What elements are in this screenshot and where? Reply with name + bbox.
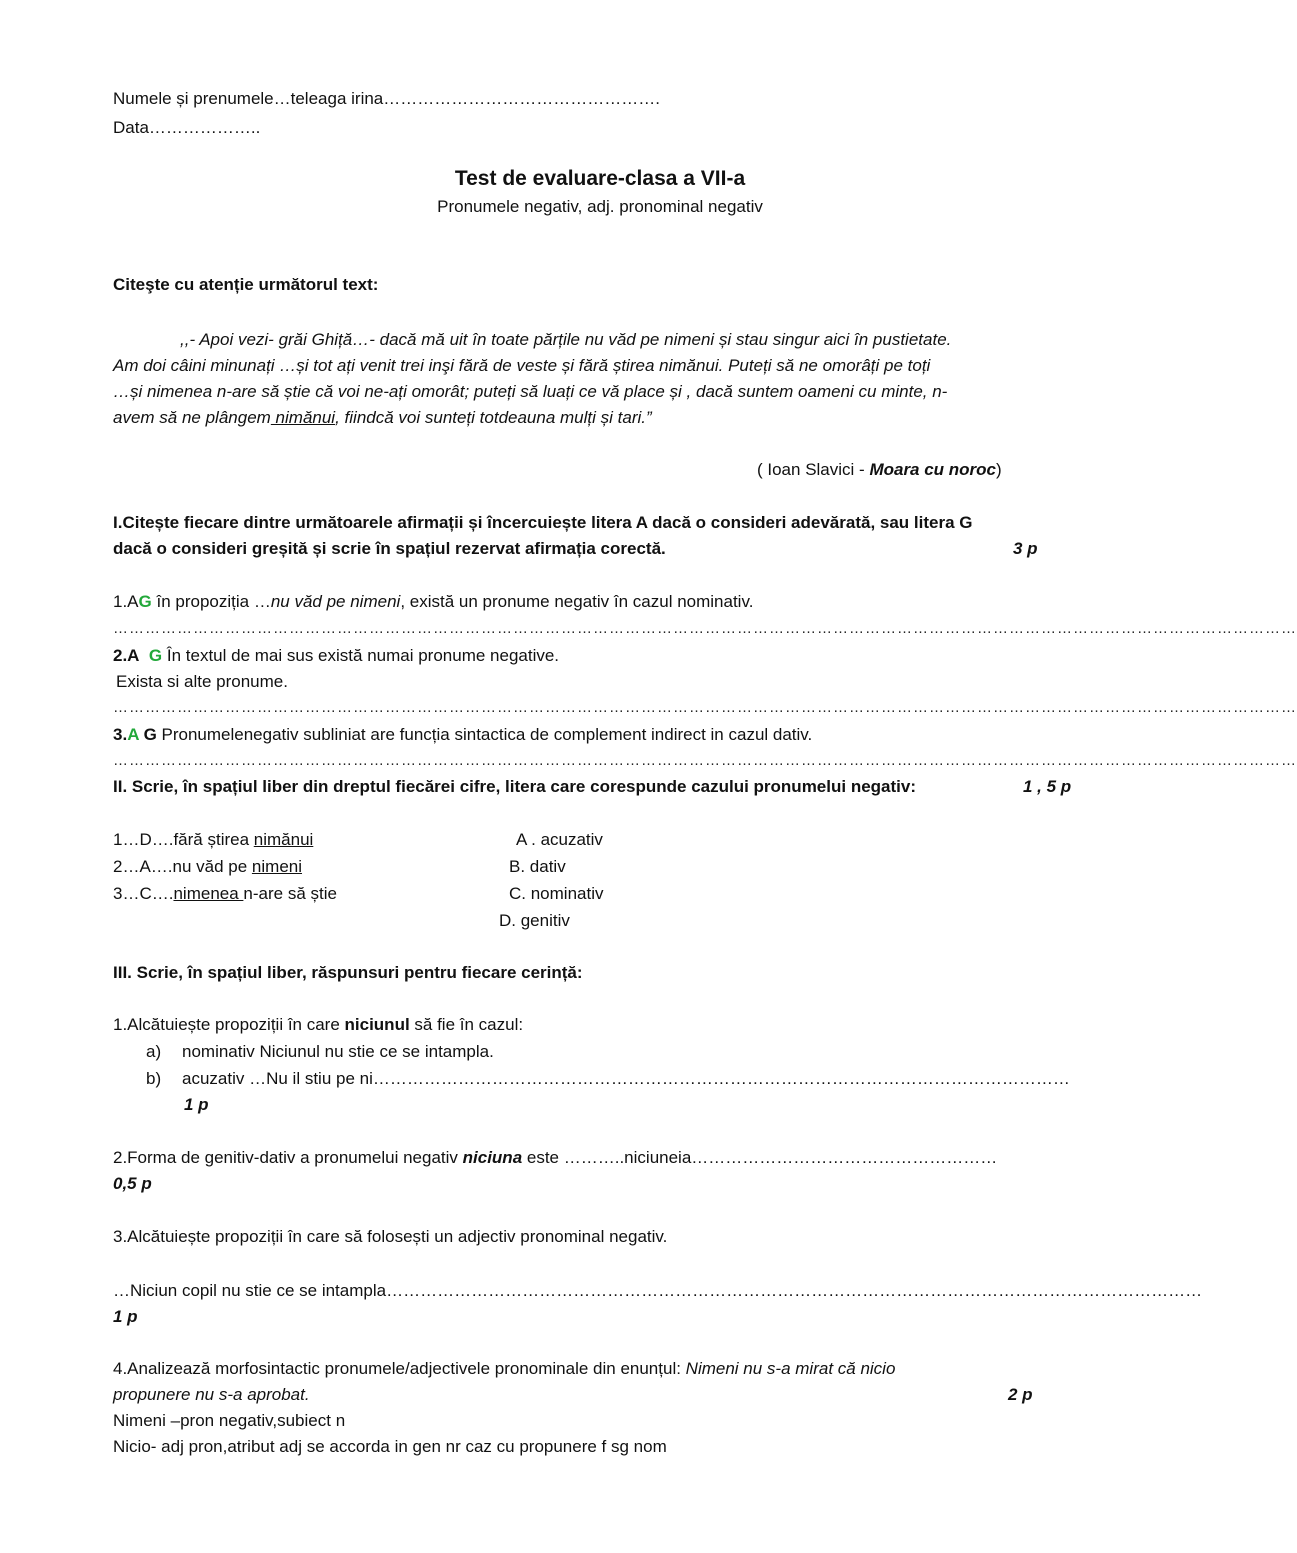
task-3: 3.Alcătuiește propoziții în care să folosești un adjectiv pronominal negativ. (113, 1227, 668, 1246)
task-3-points: 1 p (113, 1307, 138, 1326)
reading-instruction: Citeşte cu atenție următorul text: (113, 275, 379, 294)
name-line: Numele și prenumele…teleaga irina…………………………………………. (113, 89, 660, 108)
case-option-d: D. genitiv (499, 911, 570, 930)
task-1-points: 1 p (184, 1095, 209, 1114)
question-2: 2.A G În textul de mai sus există numai pronume negative. (113, 646, 560, 665)
case-option-a: A . acuzativ (516, 830, 603, 849)
answer-dots-1: …………………………………………………………………………………………………………………………………………………………………………………………………… (113, 620, 1297, 637)
answer-dots-3: …………………………………………………………………………………………………………………………………………………………………………………………………… (113, 752, 1297, 769)
circled-choice: A (127, 725, 139, 744)
task-4-answer-1: Nimeni –pron negativ,subiect n (113, 1411, 346, 1430)
quote-line-3: …și nimenea n-are să știe că voi ne-ați omorât; puteți să luați ce vă place și , dacă suntem oameni cu minte, n- (113, 382, 948, 401)
task-2-points: 0,5 p (113, 1174, 152, 1193)
section2-instruction: II. Scrie, în spațiul liber din dreptul fiecărei cifre, litera care corespunde cazului pronumelui negativ: (113, 777, 916, 796)
task-4-points: 2 p (1008, 1385, 1033, 1404)
quote-line-4: avem să ne plângem nimănui, fiindcă voi sunteți totdeauna mulți și tari.” (113, 408, 652, 427)
quote-line-2: Am doi câini minunați …și tot ați venit trei inşi fără de veste și fără știrea nimănui. Puteți să ne omorâți pe toți (113, 356, 931, 375)
circled-choice: G (148, 646, 163, 665)
quote-line-1: ,,- Apoi vezi- grăi Ghiță…- dacă mă uit în toate părțile nu văd pe nimeni și stau singur aici în pustietate. (180, 330, 952, 349)
circled-choice: G (138, 592, 152, 611)
underlined-word: nimănui (270, 408, 336, 427)
task-3-answer: …Niciun copil nu stie ce se intampla……………………………………………………………………………………………………………………………… (113, 1281, 1203, 1300)
question-3: 3.A G Pronumelenegativ subliniat are funcția sintactica de complement indirect in cazul dativ. (113, 725, 813, 744)
case-option-b: B. dativ (509, 857, 566, 876)
task-1b-label: b) (146, 1069, 162, 1088)
task-4-answer-2: Nicio- adj pron,atribut adj se accorda in gen nr caz cu propunere f sg nom (113, 1437, 667, 1456)
source-citation: ( Ioan Slavici - Moara cu noroc) (757, 460, 1002, 479)
page-title: Test de evaluare-clasa a VII-a (454, 167, 746, 190)
task-4-line2: propunere nu s-a aprobat. (113, 1385, 310, 1404)
section2-points: 1 , 5 p (1023, 777, 1072, 796)
task-1: 1.Alcătuiește propoziții în care niciunul să fie în cazul: (113, 1015, 524, 1034)
match-item-1: 1…D….fără știrea nimănui (113, 830, 314, 849)
section1-instruction-line2: dacă o consideri greșită și scrie în spațiul rezervat afirmația corectă. (113, 539, 666, 558)
question-1: 1.AG în propoziția …nu văd pe nimeni, există un pronume negativ în cazul nominativ. (113, 592, 754, 611)
task-1a-label: a) (146, 1042, 162, 1061)
date-line: Data……………….. (113, 118, 261, 137)
match-item-2: 2…A….nu văd pe nimeni (113, 857, 303, 876)
match-item-3: 3…C….nimenea n-are să știe (113, 884, 337, 903)
task-2: 2.Forma de genitiv-dativ a pronumelui negativ niciuna este ………..niciuneia……………………………………………… (113, 1148, 998, 1167)
task-1a-answer: nominativ Niciunul nu stie ce se intampla. (182, 1042, 494, 1061)
task-4: 4.Analizează morfosintactic pronumele/adjectivele pronominale din enunțul: Nimeni nu s-a mirat că nicio (113, 1359, 896, 1378)
section1-points: 3 p (1013, 539, 1038, 558)
section3-instruction: III. Scrie, în spațiul liber, răspunsuri pentru fiecare cerință: (113, 963, 583, 982)
section1-instruction-line1: I.Citește fiecare dintre următoarele afirmații și încercuiește litera A dacă o consideri adevărată, sau litera G (113, 513, 973, 532)
page-subtitle: Pronumele negativ, adj. pronominal negativ (437, 197, 763, 216)
answer-2: Exista si alte pronume. (116, 672, 288, 691)
task-1b-answer: acuzativ …Nu il stiu pe ni…………………………………………………………………………………………………………… (182, 1069, 1070, 1088)
answer-dots-2: …………………………………………………………………………………………………………………………………………………………………………………………………… (113, 699, 1297, 716)
case-option-c: C. nominativ (509, 884, 604, 903)
